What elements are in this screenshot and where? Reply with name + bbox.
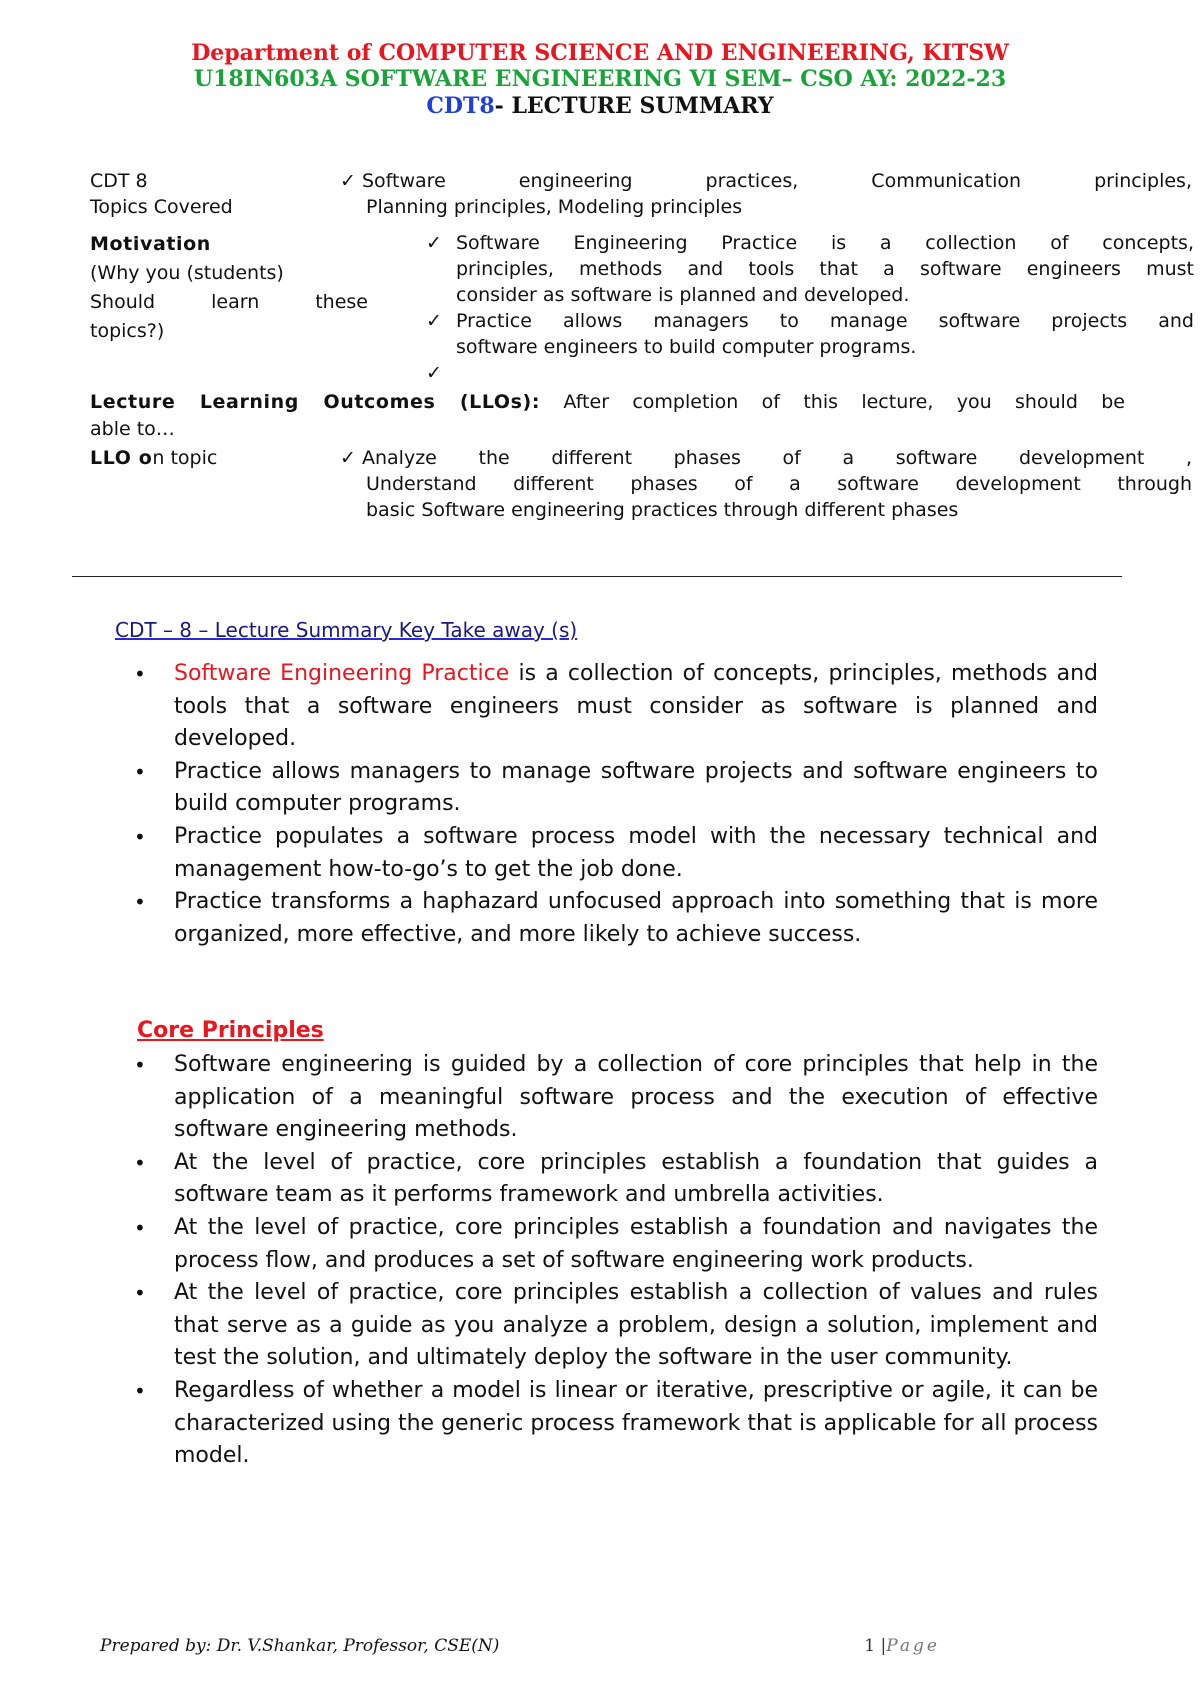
- topics-line-2: Planning principles, Modeling principles: [366, 196, 743, 218]
- bullet-icon: •: [134, 662, 146, 686]
- list-item: • Regardless of whether a model is linear or iterative, prescriptive or agile, it can be characterized using the generic process framework that is applicable for all process model.: [130, 1375, 1098, 1473]
- page-number: 1 |Page: [864, 1636, 940, 1656]
- bullet-icon: •: [134, 1150, 146, 1175]
- list-item: • Software Engineering Practice is a collection of concepts, principles, methods and tools that a software engineers must consider as software is planned and developed.: [130, 658, 1098, 756]
- list-item: • Software engineering is guided by a collection of core principles that help in the application of a meaningful software process and the execution of effective software engineering methods.: [130, 1049, 1098, 1147]
- core-principles-title: Core Principles: [137, 1018, 324, 1043]
- motivation-sub-1: (Why you (students): [90, 262, 284, 284]
- key-takeaway-list: [130, 658, 1098, 951]
- key-takeaway-title: CDT – 8 – Lecture Summary Key Take away (s): [115, 618, 578, 642]
- course-title: U18IN603A SOFTWARE ENGINEERING VI SEM– CSO AY: 2022-23: [193, 66, 1007, 92]
- topics-covered-label: Topics Covered: [90, 196, 233, 218]
- page-footer: [100, 1635, 940, 1657]
- checkmark-icon: ✓: [340, 170, 356, 192]
- bullet-icon: •: [134, 1281, 146, 1306]
- motivation-list: [426, 230, 1194, 386]
- bullet-icon: •: [134, 824, 146, 849]
- checkmark-icon: ✓: [426, 310, 442, 332]
- motivation-row: [90, 230, 1194, 384]
- department-title: Department of COMPUTER SCIENCE AND ENGINEERING, KITSW: [191, 40, 1009, 66]
- section-divider: [72, 576, 1122, 577]
- llo-label: LLO on topic: [90, 447, 218, 469]
- llo-heading-line-1: Lecture Learning Outcomes (LLOs): After completion of this lecture, you should be: [90, 391, 1125, 413]
- bullet-icon: •: [134, 1215, 146, 1240]
- llo-line-1: ✓ Analyze the different phases of a software development ,: [340, 447, 1192, 469]
- motivation-sub-3: topics?): [90, 320, 165, 342]
- motivation-label: Motivation: [90, 233, 211, 255]
- list-item: • At the level of practice, core principles establish a foundation and navigates the process flow, and produces a set of software engineering work products.: [130, 1212, 1098, 1277]
- core-principles-list: [130, 1049, 1098, 1473]
- llo-heading: [90, 389, 1125, 445]
- topics-label-block: [90, 168, 370, 220]
- llo-heading-line-2: able to…: [90, 418, 175, 440]
- bullet-icon: •: [134, 890, 146, 915]
- list-item: • At the level of practice, core principles establish a foundation that guides a software team as it performs framework and umbrella activities.: [130, 1147, 1098, 1212]
- list-item: • At the level of practice, core principles establish a collection of values and rules that serve as a guide as you analyze a problem, design a solution, implement and test the solution, and ultimately deploy the software in the user community.: [130, 1277, 1098, 1375]
- checkmark-icon: ✓: [426, 232, 442, 254]
- cdt-code: CDT8: [426, 93, 495, 119]
- topics-line-1: ✓ Software engineering practices, Communication principles,: [340, 170, 1192, 192]
- llo-value: [340, 445, 1192, 523]
- list-item: • Practice populates a software process model with the necessary technical and management how-to-go’s to get the job done.: [130, 821, 1098, 886]
- llo-line-3: basic Software engineering practices through different phases: [366, 499, 959, 521]
- bullet-icon: •: [134, 1053, 146, 1077]
- motivation-sub-2: Should learn these: [90, 291, 368, 313]
- topics-row: [90, 168, 1192, 224]
- list-item: • Practice allows managers to manage software projects and software engineers to build computer programs.: [130, 756, 1098, 821]
- motivation-item: ✓ Practice allows managers to manage software projects and software engineers to build computer programs.: [426, 310, 1194, 358]
- topics-value: [340, 168, 1192, 220]
- checkmark-icon: ✓: [426, 362, 442, 384]
- cdt-label: CDT 8: [90, 170, 148, 192]
- llo-row: [90, 445, 1192, 525]
- cdt-title-rest: - LECTURE SUMMARY: [494, 93, 774, 119]
- llo-line-2: Understand different phases of a software development through: [366, 473, 1192, 495]
- prepared-by: Prepared by: Dr. V.Shankar, Professor, CSE(N): [100, 1636, 500, 1656]
- highlight-term: Software Engineering Practice: [174, 661, 510, 686]
- document-header: [0, 40, 1200, 120]
- bullet-icon: •: [134, 1378, 146, 1403]
- bullet-icon: •: [134, 759, 146, 784]
- checkmark-icon: ✓: [340, 447, 356, 469]
- lecture-summary-title: [0, 92, 1200, 120]
- motivation-label-block: [90, 230, 368, 346]
- list-item: • Practice transforms a haphazard unfocused approach into something that is more organized, more effective, and more likely to achieve success.: [130, 886, 1098, 951]
- motivation-item-empty: [426, 360, 1194, 386]
- motivation-item: ✓ Software Engineering Practice is a collection of concepts, principles, methods and tools that a software engineers must consider as software is planned and developed.: [426, 232, 1194, 306]
